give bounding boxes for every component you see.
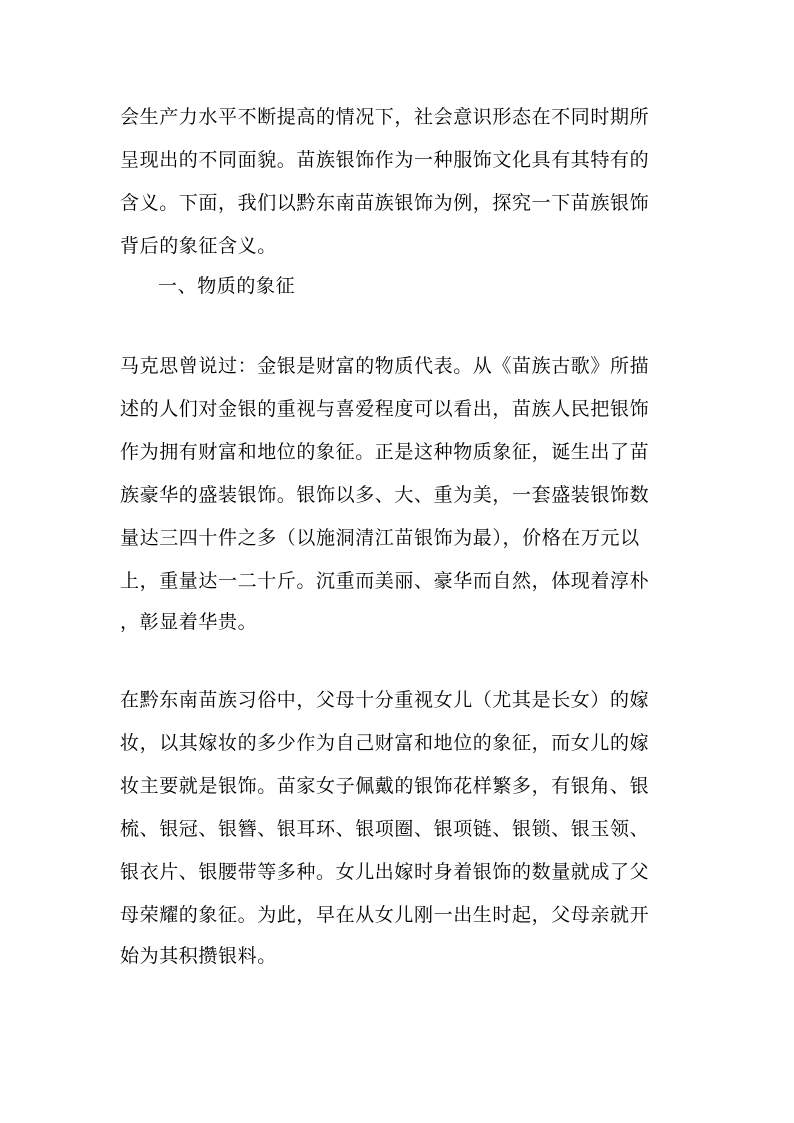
text-line: 始为其积攒银料。 (120, 945, 277, 967)
text-line: 含义。下面，我们以黔东南苗族银饰为例，探究一下苗族银饰 (120, 192, 650, 214)
text-line: 在黔东南苗族习俗中，父母十分重视女儿（尤其是长女）的嫁 (120, 689, 650, 711)
text-line: ，彰显着华贵。 (120, 611, 258, 633)
text-line: 背后的象征含义。 (120, 235, 277, 257)
text-line: 妆主要就是银饰。苗家女子佩戴的银饰花样繁多，有银角、银 (120, 775, 650, 797)
text-line: 族豪华的盛装银饰。银饰以多、大、重为美，一套盛装银饰数 (120, 484, 650, 506)
section-heading: 一、物质的象征 (158, 275, 296, 297)
text-line: 上，重量达一二十斤。沉重而美丽、豪华而自然，体现着淳朴 (120, 570, 650, 592)
text-line: 银衣片、银腰带等多种。女儿出嫁时身着银饰的数量就成了父 (120, 861, 650, 883)
text-line: 述的人们对金银的重视与喜爱程度可以看出，苗族人民把银饰 (120, 398, 650, 420)
text-line: 量达三四十件之多（以施洞清江苗银饰为最），价格在万元以 (120, 527, 640, 549)
text-line: 梳、银冠、银簪、银耳环、银项圈、银项链、银锁、银玉领、 (120, 818, 650, 840)
text-line: 妆，以其嫁妆的多少作为自己财富和地位的象征，而女儿的嫁 (120, 732, 650, 754)
text-line: 母荣耀的象征。为此，早在从女儿刚一出生时起，父母亲就开 (120, 904, 650, 926)
text-line: 马克思曾说过：金银是财富的物质代表。从《苗族古歌》所描 (120, 355, 650, 377)
text-line: 会生产力水平不断提高的情况下，社会意识形态在不同时期所 (120, 106, 650, 128)
text-line: 作为拥有财富和地位的象征。正是这种物质象征，诞生出了苗 (120, 441, 650, 463)
text-line: 呈现出的不同面貌。苗族银饰作为一种服饰文化具有其特有的 (120, 149, 650, 171)
